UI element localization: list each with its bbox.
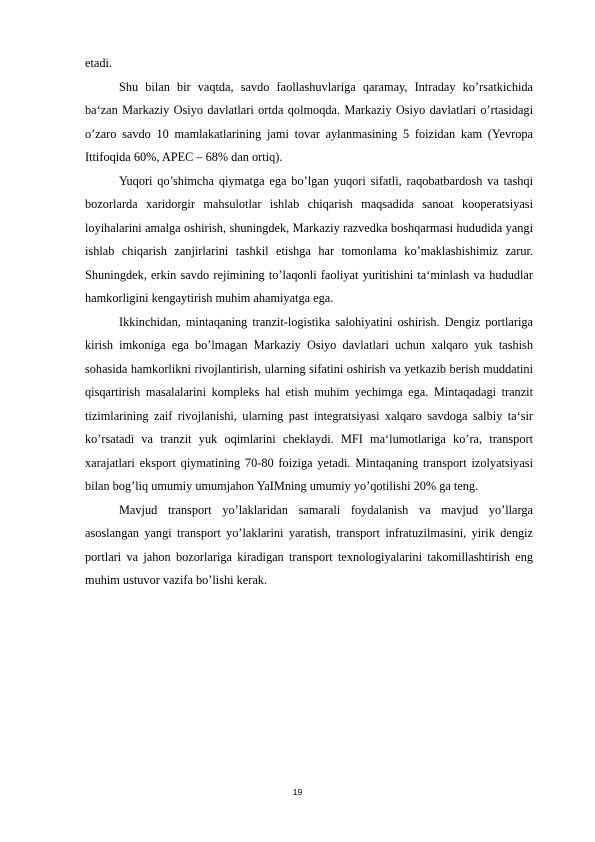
document-body	[85, 52, 533, 593]
paragraph-transport-corridors: Mavjud transport yo’laklaridan samarali foydalanish va mavjud yo’llarga asoslangan yangi transport yo’laklarini yaratish, transport infratuzilmasini, yirik dengiz portlari va jahon bozorlariga kiradigan transport texnologiyalarini takomillashtirish eng muhim ustuvor vazifa bo’lishi kerak.	[85, 502, 533, 587]
page-number: 19	[292, 787, 303, 797]
paragraph-intraday-trade: Shu bilan bir vaqtda, savdo faollashuvlariga qaramay, Intraday ko’rsatkichida ba‘zan Markaziy Osiyo davlatlari ortda qolmoqda. Markaziy Osiyo davlatlari o’rtasidagi o’zaro savdo 10 mamlakatlarining jami tovar aylanmasining 5 foizidan kam (Yevropa Ittifoqida 60%, APEC – 68% dan ortiq).	[85, 79, 533, 164]
paragraph-industrial-cooperation: Yuqori qo’shimcha qiymatga ega bo’lgan yuqori sifatli, raqobatbardosh va tashqi bozorlarda xaridorgir mahsulotlar ishlab chiqarish maqsadida sanoat kooperatsiyasi loyihalarini amalga oshirish, shuningdek, Markaziy razvedka boshqarmasi hududida yangi ishlab chiqarish zanjirlarini tashkil etishga har tomonlama ko’maklashishimiz zarur. Shuningdek, erkin savdo rejimining to’laqonli faoliyat yuritishini ta‘minlash va hududlar hamkorligini kengaytirish muhim ahamiyatga ega.	[85, 173, 533, 305]
paragraph-continuation: etadi.	[85, 56, 112, 70]
paragraph-transit-logistics: Ikkinchidan, mintaqaning tranzit-logistika salohiyatini oshirish. Dengiz portlariga kirish imkoniga ega bo’lmagan Markaziy Osiyo davlatlari uchun xalqaro yuk tashish sohasida hamkorlikni rivojlantirish, ularning sifatini oshirish va yetkazib berish muddatini qisqartirish masalalarini kompleks hal etish muhim yechimga ega. Mintaqadagi tranzit tizimlarining zaif rivojlanishi, ularning past integratsiyasi xalqaro savdoga salbiy ta‘sir ko’rsatadi va tranzit yuk oqimlarini cheklaydi. MFI ma‘lumotlariga ko’ra, transport xarajatlari eksport qiymatining 70-80 foiziga yetadi. Mintaqaning transport izolyatsiyasi bilan bog’liq umumiy umumjahon YaIMning umumiy yo’qotilishi 20% ga teng.	[85, 314, 533, 493]
